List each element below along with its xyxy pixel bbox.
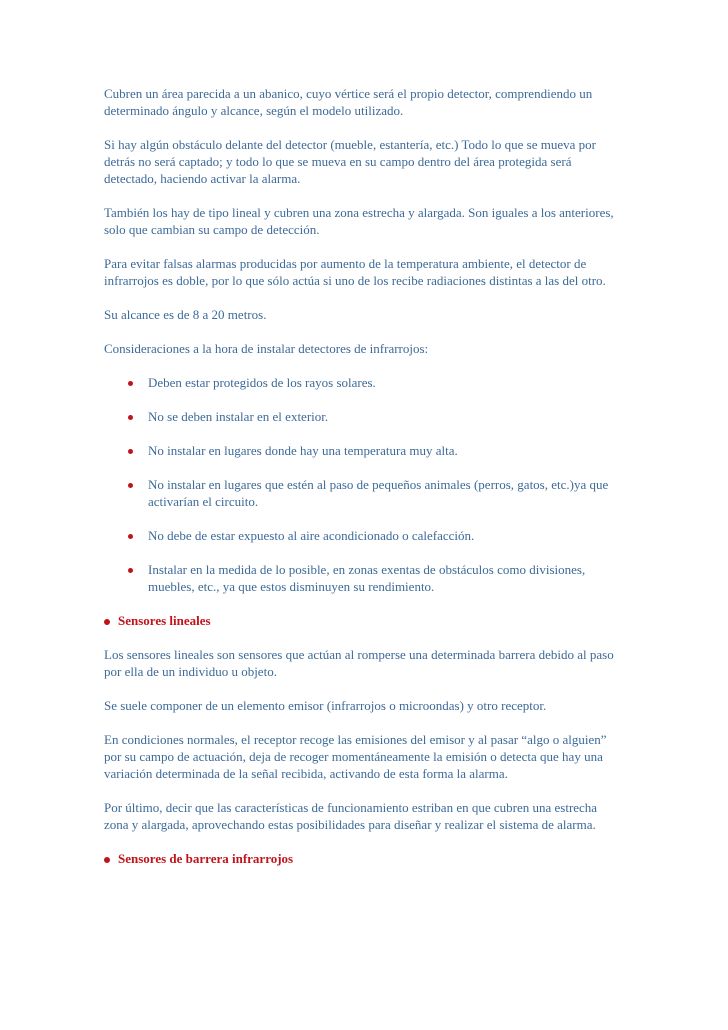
list-item xyxy=(104,561,624,595)
paragraph: Su alcance es de 8 a 20 metros. xyxy=(104,307,267,322)
bullet-icon xyxy=(128,381,133,386)
list-item-text: Deben estar protegidos de los rayos solares. xyxy=(148,375,376,390)
paragraph: En condiciones normales, el receptor recoge las emisiones del emisor y al pasar “algo o alguien” por su campo de actuación, deja de recoger momentáneamente la emisión o detecta que hay una variación determinada de la señal recibida, activando de esta forma la alarma. xyxy=(104,732,607,781)
list-item xyxy=(104,442,624,459)
list-item xyxy=(104,408,624,425)
list-item-text: No instalar en lugares donde hay una temperatura muy alta. xyxy=(148,443,458,458)
bullet-icon xyxy=(104,857,110,863)
list-item-text: No se deben instalar en el exterior. xyxy=(148,409,329,424)
paragraph: Por último, decir que las características de funcionamiento estriban en que cubren una estrecha zona y alargada, aprovechando estas posibilidades para diseñar y realizar el sistema de alarma. xyxy=(104,800,598,832)
bullet-icon xyxy=(128,415,133,420)
section-heading-linear xyxy=(104,612,624,629)
considerations-list xyxy=(104,374,624,595)
paragraph: Los sensores lineales son sensores que actúan al romperse una determinada barrera debido al paso por ella de un individuo u objeto. xyxy=(104,647,614,679)
heading-text: Sensores de barrera infrarrojos xyxy=(118,851,294,866)
list-item xyxy=(104,527,624,544)
paragraph: Para evitar falsas alarmas producidas por aumento de la temperatura ambiente, el detector de infrarrojos es doble, por lo que sólo actúa si uno de los recibe radiaciones distintas a las del otro. xyxy=(104,256,606,288)
section-heading-barrier xyxy=(104,850,624,867)
bullet-icon xyxy=(128,483,133,488)
list-item xyxy=(104,374,624,391)
bullet-icon xyxy=(104,619,110,625)
list-item-text: No instalar en lugares que estén al paso de pequeños animales (perros, gatos, etc.)ya que activarían el circuito. xyxy=(148,477,609,509)
paragraph: También los hay de tipo lineal y cubren una zona estrecha y alargada. Son iguales a los anteriores, solo que cambian su campo de detección. xyxy=(104,205,614,237)
bullet-icon xyxy=(128,534,133,539)
list-item-text: No debe de estar expuesto al aire acondicionado o calefacción. xyxy=(148,528,475,543)
paragraph: Si hay algún obstáculo delante del detector (mueble, estantería, etc.) Todo lo que se mueva por detrás no será captado; y todo lo que se mueva en su campo dentro del área protegida será detectado, haciendo activar la alarma. xyxy=(104,137,596,186)
paragraph: Cubren un área parecida a un abanico, cuyo vértice será el propio detector, comprendiendo un determinado ángulo y alcance, según el modelo utilizado. xyxy=(104,86,593,118)
list-item-text: Instalar en la medida de lo posible, en zonas exentas de obstáculos como divisiones, muebles, etc., ya que estos disminuyen su rendimiento. xyxy=(148,562,586,594)
bullet-icon xyxy=(128,568,133,573)
document-page xyxy=(104,85,624,884)
paragraph: Consideraciones a la hora de instalar detectores de infrarrojos: xyxy=(104,341,429,356)
bullet-icon xyxy=(128,449,133,454)
paragraph: Se suele componer de un elemento emisor (infrarrojos o microondas) y otro receptor. xyxy=(104,698,547,713)
heading-text: Sensores lineales xyxy=(118,613,211,628)
list-item xyxy=(104,476,624,510)
